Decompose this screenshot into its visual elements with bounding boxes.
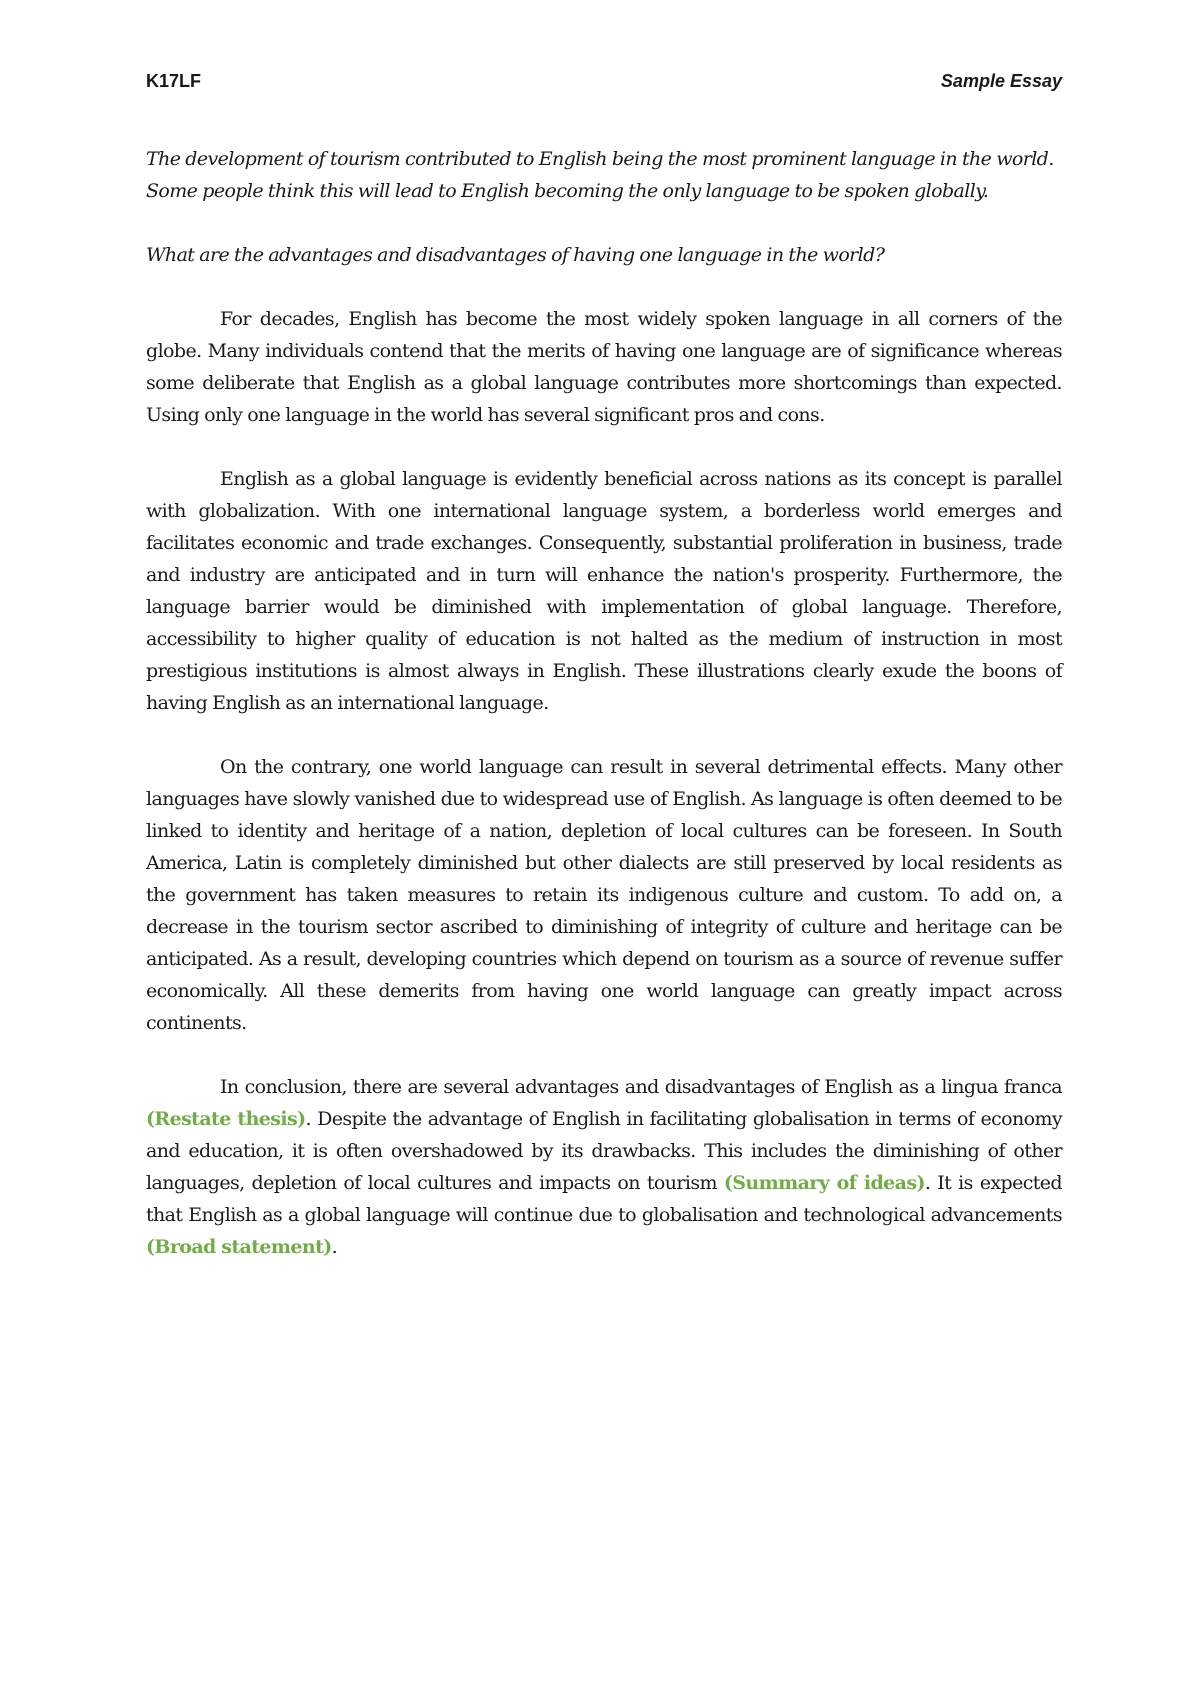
conclusion-text-2: . Despite the advantage of English in facilitating globalisation in terms of economy and education, it is often overshadowed by its drawbacks. This includes the diminishing of other languages, depletion of local cultures and impacts on tourism [146,1108,1062,1194]
conclusion-text-1: In conclusion, there are several advantages and disadvantages of English as a lingua franca [220,1076,1062,1098]
conclusion-text-3: . It is expected that English as a global language will continue due to globalisation and technological advancements [146,1172,1062,1226]
disadvantages-paragraph: On the contrary, one world language can result in several detrimental effects. Many other languages have slowly vanished due to widespread use of English. As language is often deemed to be linked to identity and heritage of a nation, depletion of local cultures can be foreseen. In South America, Latin is completely diminished but other dialects are still preserved by local residents as the government has taken measures to retain its indigenous culture and custom. To add on, a decrease in the tourism sector ascribed to diminishing of integrity of culture and heritage can be anticipated. As a result, developing countries which depend on tourism as a source of revenue suffer economically. All these demerits from having one world language can greatly impact across continents. [146,756,1062,1034]
annotation-broad-statement: (Broad statement) [146,1236,332,1258]
annotation-restate-thesis: (Restate thesis) [146,1108,306,1130]
annotation-summary-of-ideas: (Summary of ideas) [723,1172,925,1194]
advantages-paragraph: English as a global language is evidently beneficial across nations as its concept is parallel with globalization. With one international language system, a borderless world emerges and facilitates economic and trade exchanges. Consequently, substantial proliferation in business, trade and industry are anticipated and in turn will enhance the nation's prosperity. Furthermore, the language barrier would be diminished with implementation of global language. Therefore, accessibility to higher quality of education is not halted as the medium of instruction in most prestigious institutions is almost always in English. These illustrations clearly exude the boons of having English as an international language. [146,468,1062,714]
conclusion-text-4: . [331,1236,338,1258]
essay-body [146,143,1062,1263]
conclusion-paragraph [146,1071,1062,1263]
page-header [146,71,1062,97]
document-label: Sample Essay [940,71,1062,91]
essay-prompt-statement: The development of tourism contributed to English being the most prominent language in the world. Some people think this will lead to English becoming the only language to be spoken globally. [146,148,1054,202]
course-code: K17LF [146,71,202,91]
introduction-paragraph: For decades, English has become the most widely spoken language in all corners of the globe. Many individuals contend that the merits of having one language are of significance whereas some deliberate that English as a global language contributes more shortcomings than expected. Using only one language in the world has several significant pros and cons. [146,308,1062,426]
essay-prompt-question: What are the advantages and disadvantages of having one language in the world? [146,244,885,266]
